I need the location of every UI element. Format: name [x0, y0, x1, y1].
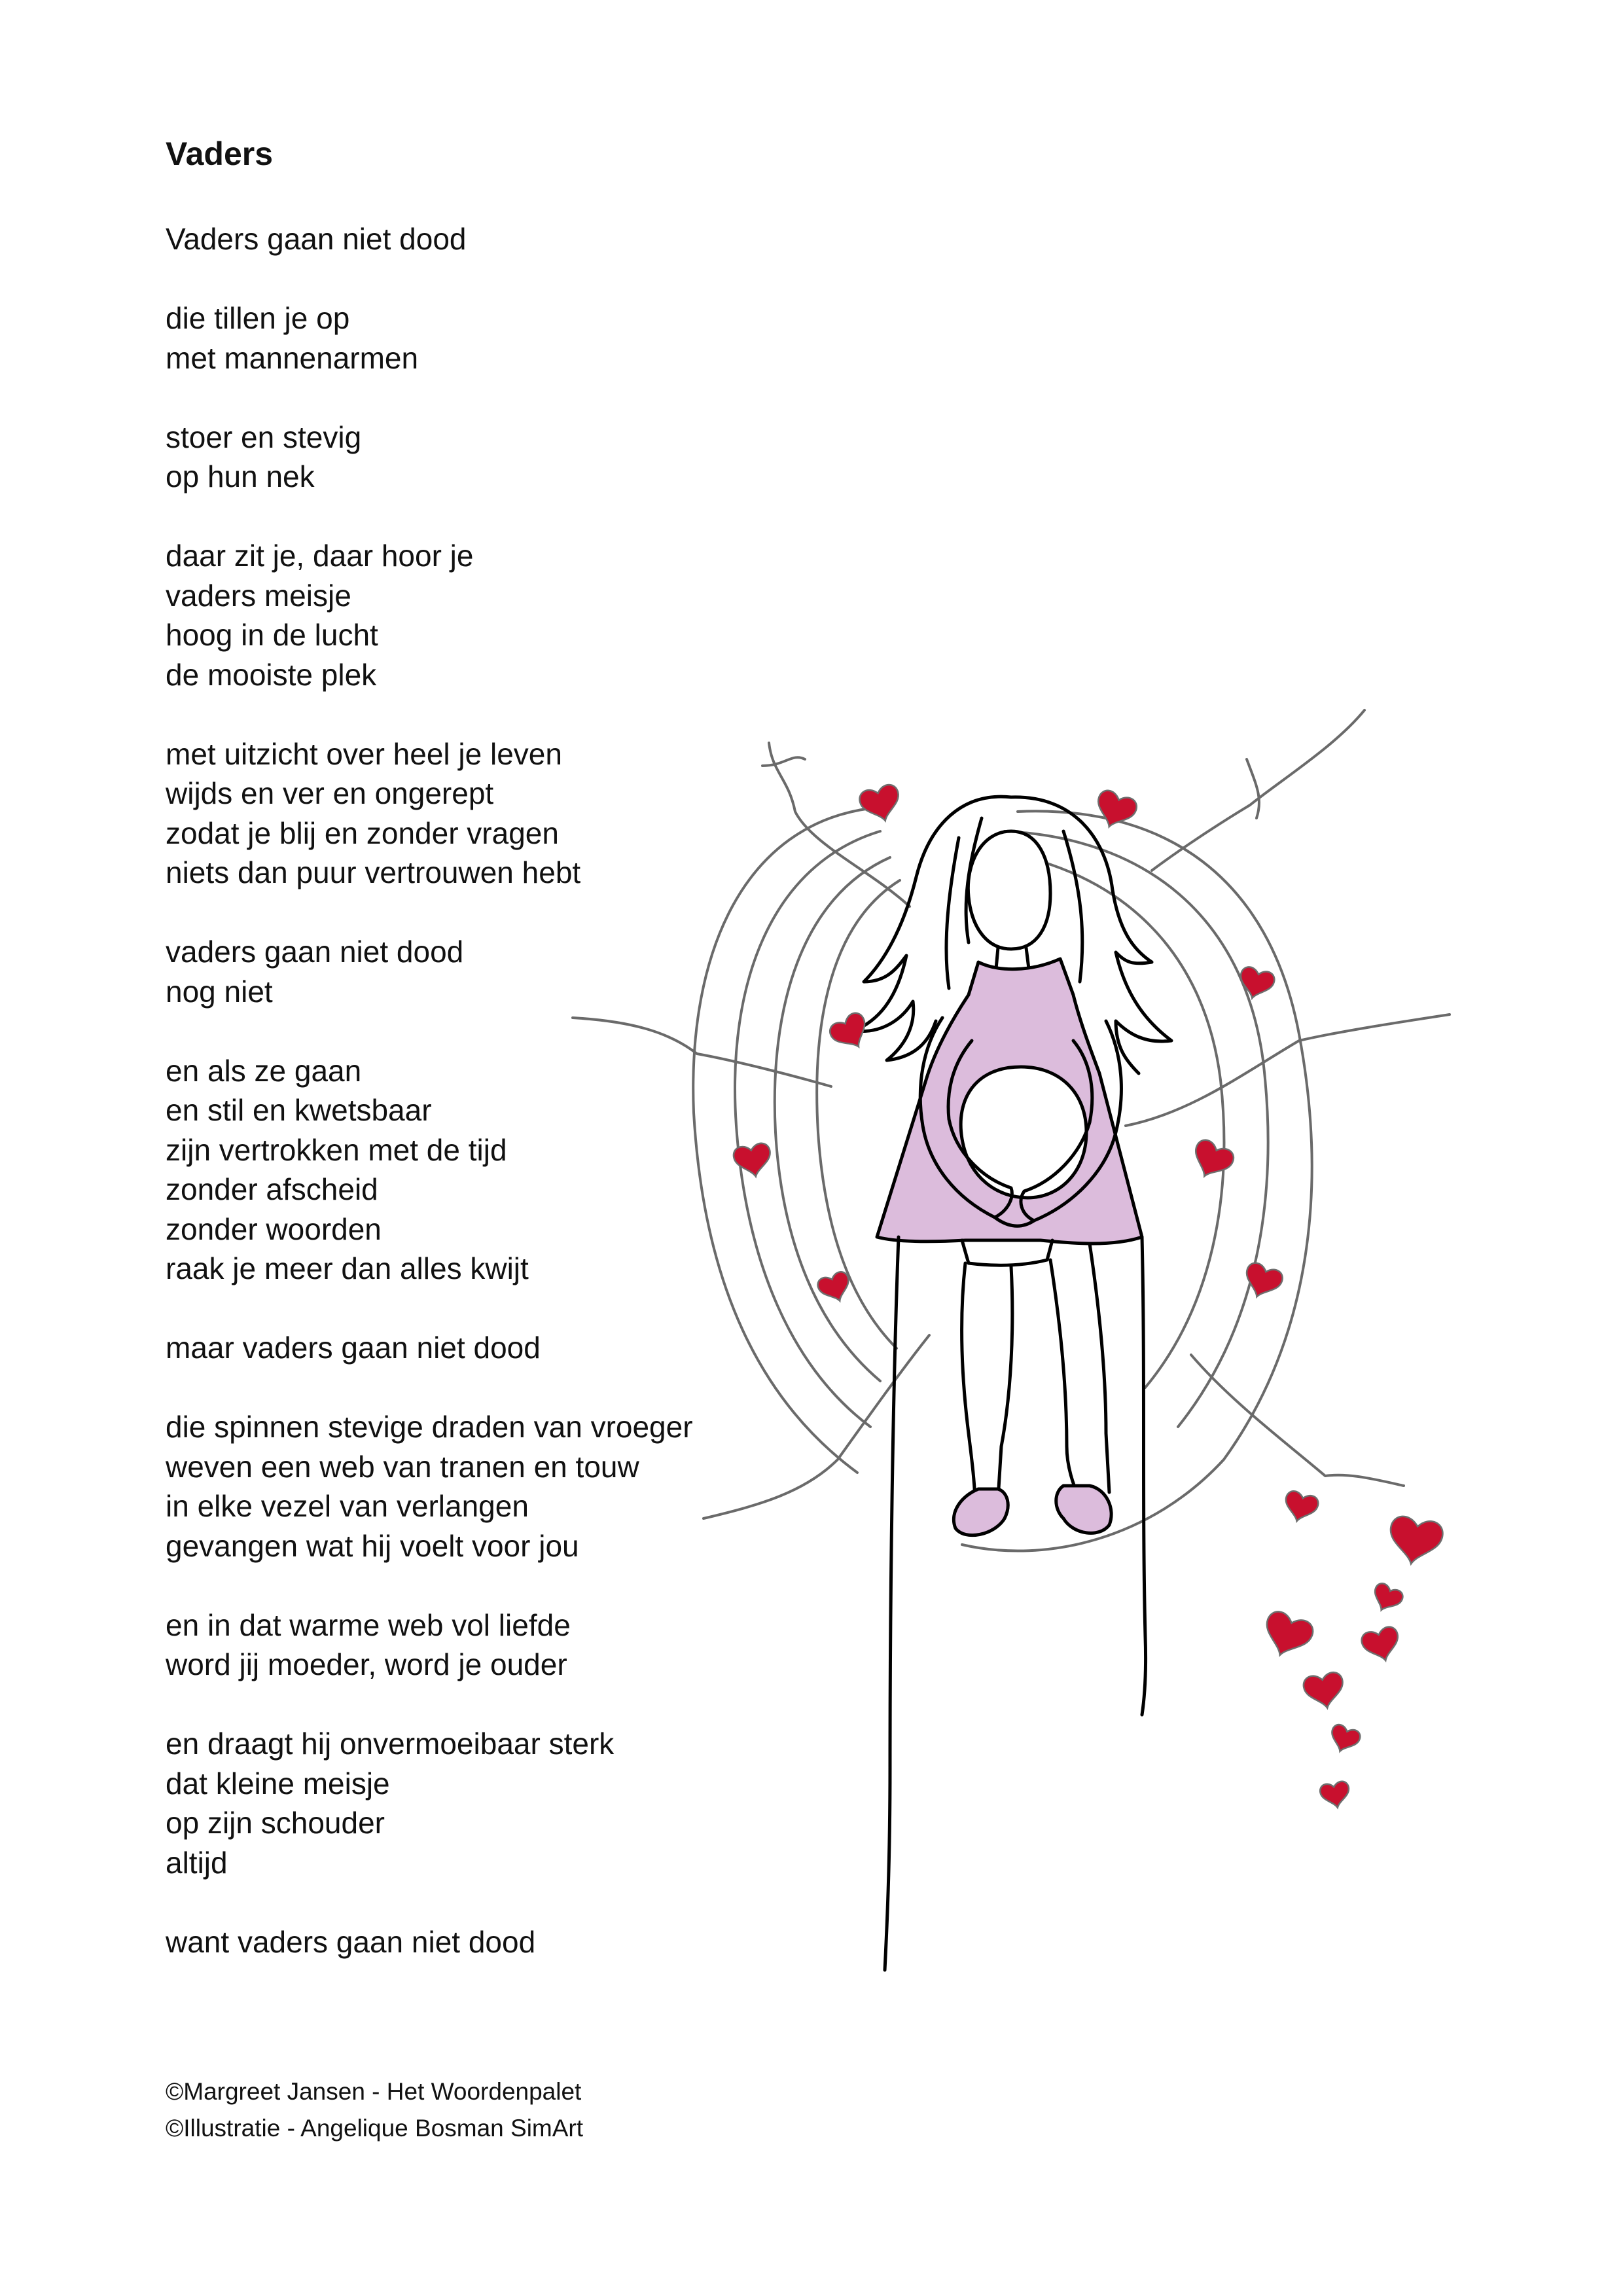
- left-leg: [962, 1263, 1012, 1505]
- heart-icon: [1281, 1490, 1320, 1526]
- poem-line: en als ze gaan: [166, 1053, 362, 1088]
- heart-icon: [1360, 1625, 1404, 1666]
- poem-line: zonder woorden: [166, 1211, 382, 1246]
- poem-line: vaders meisje: [166, 578, 351, 613]
- heart-icon: [732, 1142, 774, 1180]
- author-credit: ©Margreet Jansen - Het Woordenpalet: [166, 2078, 582, 2105]
- illustration-credit: ©Illustratie - Angelique Bosman SimArt: [166, 2115, 584, 2142]
- poem-line: daar zit je, daar hoor je: [166, 539, 474, 573]
- poem-line: altijd: [166, 1845, 228, 1880]
- poem-line: wijds en ver en ongerept: [166, 776, 494, 810]
- poem-line: en in dat warme web vol liefde: [166, 1607, 571, 1642]
- poem-line: op hun nek: [166, 459, 315, 493]
- poem-line: niets dan puur vertrouwen hebt: [166, 855, 581, 889]
- web-branch-right: [1126, 1014, 1450, 1126]
- face: [968, 831, 1050, 949]
- poem-line: weven een web van tranen en touw: [166, 1449, 639, 1484]
- heart-icon: [857, 783, 904, 826]
- hearts: [732, 783, 1445, 1810]
- poem-line: Vaders gaan niet dood: [166, 222, 467, 256]
- poem-line: word jij moeder, word je ouder: [166, 1647, 567, 1681]
- poem-line: raak je meer dan alles kwijt: [166, 1251, 529, 1285]
- poem-line: zonder afscheid: [166, 1172, 378, 1206]
- heart-icon: [1091, 788, 1139, 834]
- credits: [166, 2073, 583, 2147]
- poem-title: Vaders: [166, 135, 274, 172]
- heart-icon: [1327, 1723, 1362, 1756]
- left-shoe: [954, 1489, 1008, 1535]
- poem-line: met mannenarmen: [166, 340, 419, 375]
- poem-stanza: [166, 536, 693, 694]
- heart-icon: [1186, 1137, 1236, 1185]
- neck: [996, 948, 1029, 969]
- web-ring-4: [693, 808, 870, 1473]
- girl-illustration: [563, 694, 1466, 2003]
- heart-icon: [1368, 1581, 1405, 1616]
- poem-line: met uitzicht over heel je leven: [166, 736, 562, 771]
- right-leg: [1050, 1244, 1109, 1499]
- heart-icon: [1319, 1780, 1352, 1810]
- poem-line: vaders gaan niet dood: [166, 935, 464, 969]
- heart-icon: [1258, 1609, 1316, 1663]
- web-branch-top-left-twig: [762, 757, 805, 766]
- long-stroke-right: [1142, 1237, 1146, 1715]
- poem-line: die spinnen stevige draden van vroeger: [166, 1410, 693, 1444]
- poem-line: nog niet: [166, 974, 273, 1009]
- poem-line: hoog in de lucht: [166, 618, 378, 652]
- belly: [961, 1067, 1086, 1198]
- poem-line: de mooiste plek: [166, 657, 377, 692]
- heart-icon: [827, 1010, 874, 1056]
- right-shoe: [1056, 1486, 1111, 1533]
- web-branch-top-right-twig: [1247, 759, 1259, 818]
- web-ring-6: [775, 857, 890, 1381]
- long-stroke-left: [885, 1237, 899, 1970]
- girl: [854, 797, 1171, 1970]
- poem-line: zodat je blij en zonder vragen: [166, 816, 559, 850]
- poem-line: maar vaders gaan niet dood: [166, 1331, 541, 1365]
- web-branch-left: [573, 1018, 831, 1086]
- poem-line: want vaders gaan niet dood: [166, 1924, 536, 1959]
- poem-line: stoer en stevig: [166, 420, 362, 454]
- poem-stanza: [166, 219, 693, 259]
- poem-line: in elke vezel van verlangen: [166, 1489, 529, 1523]
- poem-stanza: [166, 298, 693, 378]
- poem-stanza: [166, 418, 693, 497]
- web-branch-top-left: [769, 743, 910, 906]
- poem-line: zijn vertrokken met de tijd: [166, 1132, 507, 1167]
- heart-icon: [1302, 1671, 1347, 1712]
- web-branch-bottom-right: [1191, 1355, 1404, 1486]
- poem-line: en stil en kwetsbaar: [166, 1093, 432, 1127]
- poem-line: gevangen wat hij voelt voor jou: [166, 1528, 579, 1563]
- heart-icon: [1385, 1515, 1445, 1568]
- shorts: [962, 1240, 1052, 1265]
- poem-line: op zijn schouder: [166, 1806, 385, 1840]
- poem-line: dat kleine meisje: [166, 1766, 390, 1801]
- poem-line: en draagt hij onvermoeibaar sterk: [166, 1727, 615, 1761]
- poem-line: die tillen je op: [166, 301, 350, 335]
